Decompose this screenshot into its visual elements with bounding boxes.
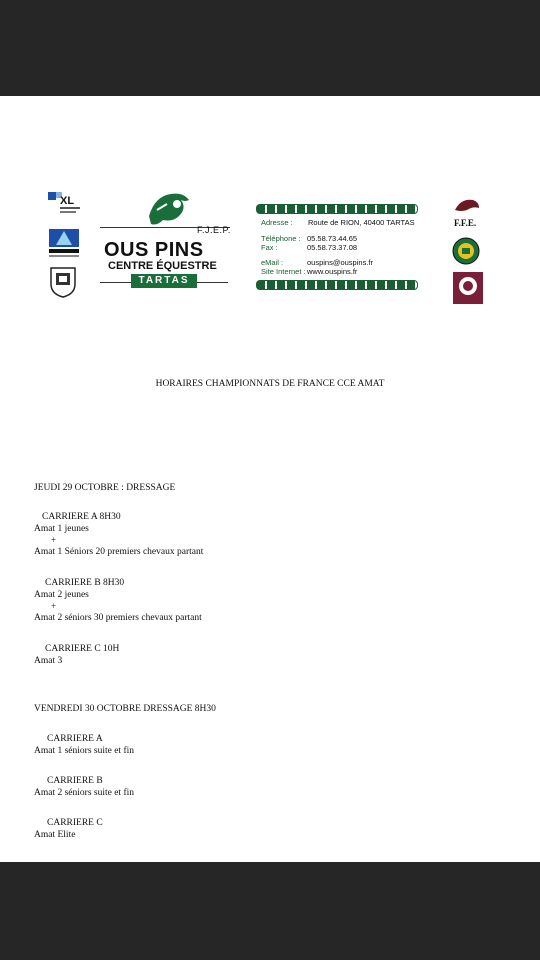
day2-a-line1: Amat 1 séniors suite et fin [34,746,134,756]
address-label: Adresse : [261,218,293,227]
email-value: ouspins@ouspins.fr [307,258,373,267]
day1-a-plus: + [51,535,57,545]
club-subtitle: CENTRE ÉQUESTRE [108,260,217,272]
circle-emblem-logo-icon [451,270,485,306]
xl-logo-icon [46,190,82,218]
day1-a-line1: Amat 1 jeunes [34,524,89,534]
top-frame-bar [0,0,540,96]
day1-c-line1: Amat 3 [34,656,63,666]
email-label: eMail : [261,258,284,267]
day1-carriere-b: CARRIERE B 8H30 [45,578,125,588]
address-value: Route de RION, 40400 TARTAS [308,218,415,227]
bottom-frame-bar [0,862,540,960]
day2-heading: VENDREDI 30 OCTOBRE DRESSAGE 8H30 [34,704,216,714]
club-name: OUS PINS [104,239,204,261]
day2-carriere-b: CARRIERE B [47,776,103,786]
federation-seal-icon [451,236,481,266]
phone-label: Téléphone : [261,234,301,243]
document-page [0,96,540,862]
phone-value: 05.58.73.44.65 [307,234,358,243]
horse-jumping-logo-icon [143,186,195,230]
club-city-badge: TARTAS [131,274,197,288]
fence-rail-top [256,204,418,214]
fence-rail-bottom [256,280,418,290]
day2-carriere-a: CARRIERE A [47,734,103,744]
day2-c-line1: Amat Elite [34,830,76,840]
document-title: HORAIRES CHAMPIONNATS DE FRANCE CCE AMAT [155,379,385,389]
day1-b-line2: Amat 2 séniors 30 premiers chevaux partant [34,613,202,623]
day2-carriere-c: CARRIERE C [47,818,103,828]
svg-text:XL: XL [60,195,75,207]
day1-carriere-a: CARRIERE A 8H30 [42,512,121,522]
day1-heading: JEUDI 29 OCTOBRE : DRESSAGE [34,483,176,493]
day1-b-line1: Amat 2 jeunes [34,590,89,600]
aquitaine-region-logo-icon [46,223,82,259]
fax-label: Fax : [261,243,278,252]
fjep-label: F.J.E.P. [197,225,231,235]
ffe-logo-icon [451,196,483,230]
day1-carriere-c: CARRIERE C 10H [45,644,120,654]
day2-b-line1: Amat 2 séniors suite et fin [34,788,134,798]
website-label: Site Internet : [261,267,306,276]
fax-value: 05.58.73.37.08 [307,243,358,252]
day1-b-plus: + [51,601,57,611]
town-crest-icon [48,264,78,298]
ffe-logo-text: F.F.E. [454,218,477,228]
day1-a-line2: Amat 1 Séniors 20 premiers chevaux partant [34,547,204,557]
website-value: www.ouspins.fr [307,267,358,276]
